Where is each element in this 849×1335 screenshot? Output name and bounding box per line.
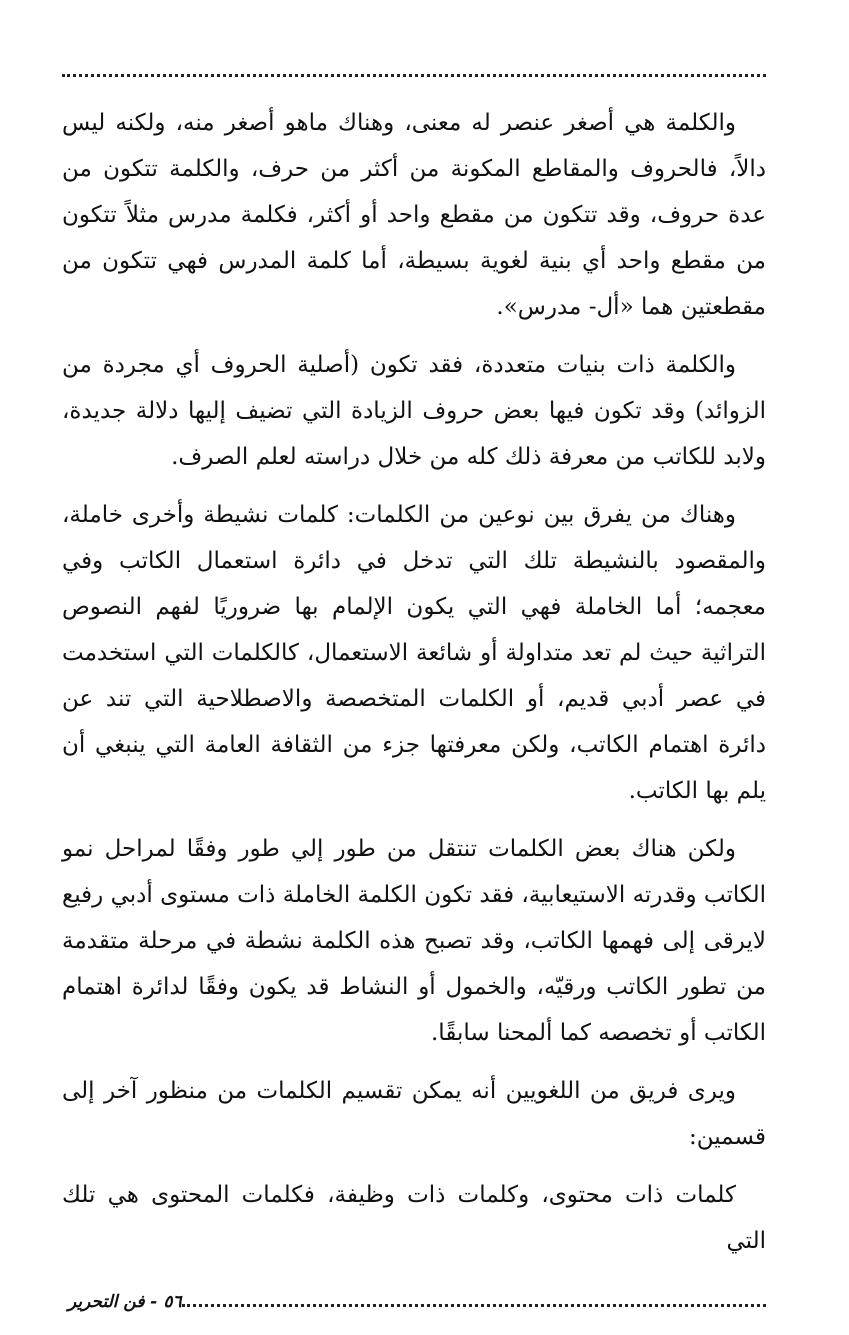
paragraph-6: كلمات ذات محتوى، وكلمات ذات وظيفة، فكلمات المحتوى هي تلك التي — [62, 1182, 766, 1254]
paragraph-2: والكلمة ذات بنيات متعددة، فقد تكون (أصلية الحروف أي مجردة من الزوائد) وقد تكون فيها بعض حروف الزيادة التي تضيف إليها دلالة جديدة، ولابد للكاتب من معرفة ذلك كله من خلال دراسته لعلم الصرف. — [62, 352, 766, 470]
paragraph-1: والكلمة هي أصغر عنصر له معنى، وهناك ماهو أصغر منه، ولكنه ليس دالاً، فالحروف والمقاطع المكونة من أكثر من حرف، والكلمة تتكون من عدة حروف، وقد تتكون من مقطع واحد أو أكثر، فكلمة مدرس مثلاً تتكون من مقطع واحد أي بنية لغوية بسيطة، أما كلمة المدرس فهي تتكون من مقطعتين هما «أل- مدرس». — [62, 110, 766, 320]
paragraph-4: ولكن هناك بعض الكلمات تنتقل من طور إلي طور وفقًا لمراحل نمو الكاتب وقدرته الاستيعابية، فقد تكون الكلمة الخاملة ذات مستوى أدبي رفيع لايرقى إلى فهمها الكاتب، وقد تصبح هذه الكلمة نشطة في مرحلة متقدمة من تطور الكاتب ورقيّه، والخمول أو النشاط قد يكون وفقًا لدائرة اهتمام الكاتب أو تخصصه كما ألمحنا سابقًا. — [62, 836, 766, 1046]
paragraph-5: ويرى فريق من اللغويين أنه يمكن تقسيم الكلمات من منظور آخر إلى قسمين: — [62, 1078, 766, 1150]
page-footer — [62, 1290, 766, 1314]
footer-dotted-rule — [182, 1304, 766, 1307]
paragraph-3: وهناك من يفرق بين نوعين من الكلمات: كلمات نشيطة وأخرى خاملة، والمقصود بالنشيطة تلك التي تدخل في دائرة استعمال الكاتب وفي معجمه؛ أما الخاملة فهي التي يكون الإلمام بها ضروريًا لفهم النصوص التراثية حيث لم تعد متداولة أو شائعة الاستعمال، كالكلمات التي استخدمت في عصر أدبي قديم، أو الكلمات المتخصصة والاصطلاحية التي تند عن دائرة اهتمام الكاتب، ولكن معرفتها جزء من الثقافة العامة التي ينبغي أن يلم بها الكاتب. — [62, 502, 766, 804]
top-dotted-rule — [62, 74, 766, 77]
footer-page-label: ٥٦ - فن التحرير — [68, 1292, 182, 1312]
page-body — [62, 100, 766, 1276]
